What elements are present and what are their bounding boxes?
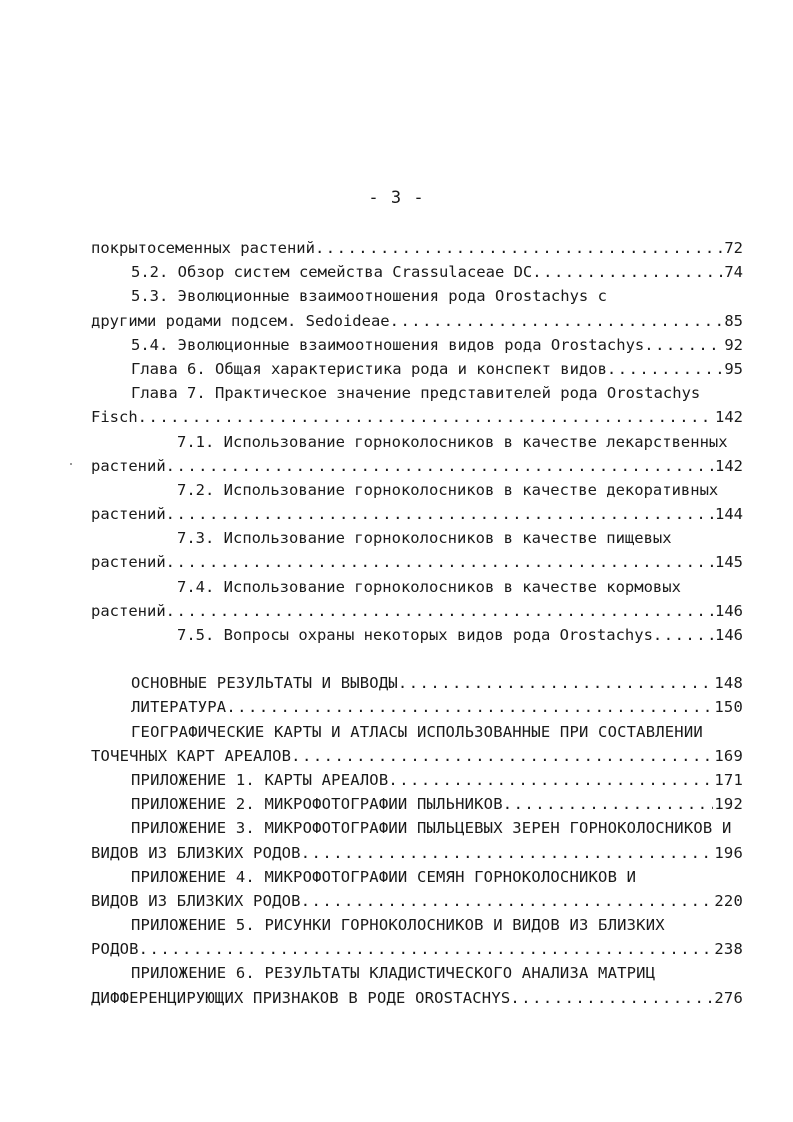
toc-entry [91, 526, 743, 550]
toc-entry-page: 192 [714, 795, 743, 814]
dot-leader [388, 768, 713, 792]
page-number: - 3 - [368, 188, 425, 208]
toc-entry-text: 5.3. Эволюционные взаимоотношения рода Orostachys с [131, 287, 607, 306]
toc-entry [91, 309, 743, 333]
table-of-contents [91, 236, 743, 1010]
toc-entry-page: 220 [714, 891, 743, 910]
toc-entry-text: 7.4. Использование горноколосников в качестве кормовых [177, 577, 681, 596]
toc-entry-text: Fisch [91, 408, 138, 427]
section-gap [91, 647, 743, 671]
toc-entry-page: 150 [714, 698, 743, 717]
toc-entry [91, 816, 743, 840]
toc-entry-text: покрытосеменных растений [91, 239, 315, 257]
dot-leader [503, 792, 714, 816]
toc-entry [91, 430, 743, 454]
toc-entry-text: ПРИЛОЖЕНИЕ 2. МИКРОФОТОГРАФИИ ПЫЛЬНИКОВ [131, 795, 503, 814]
toc-entry [91, 865, 743, 889]
toc-entry [91, 841, 743, 865]
toc-entry-page: 74 [724, 263, 743, 282]
toc-entry-text: другими родами подсем. Sedoideae [91, 311, 390, 330]
toc-entry-text: ПРИЛОЖЕНИЕ 5. РИСУНКИ ГОРНОКОЛОСНИКОВ И ВИДОВ ИЗ БЛИЗКИХ [131, 916, 665, 935]
toc-entry-text: ПРИЛОЖЕНИЕ 4. МИКРОФОТОГРАФИИ СЕМЯН ГОРНОКОЛОСНИКОВ И [131, 867, 637, 886]
toc-entry [91, 599, 743, 623]
dot-leader [398, 671, 714, 695]
dot-leader [301, 841, 714, 865]
dot-leader [510, 986, 713, 1010]
toc-entry [91, 284, 743, 308]
dot-leader [315, 236, 723, 260]
toc-entry [91, 502, 743, 526]
toc-entry-text: ГЕОГРАФИЧЕСКИЕ КАРТЫ И АТЛАСЫ ИСПОЛЬЗОВАННЫЕ ПРИ СОСТАВЛЕНИИ [131, 722, 703, 741]
toc-entry [91, 550, 743, 574]
toc-entry-text: растений [91, 553, 166, 572]
toc-entry [91, 695, 743, 719]
toc-entry-page: 142 [715, 456, 743, 475]
toc-entry-page: 145 [715, 553, 743, 572]
toc-entry [91, 454, 743, 478]
toc-entry-text: РОДОВ [91, 940, 139, 959]
dot-leader [166, 502, 714, 526]
dot-leader [166, 550, 714, 574]
toc-entry [91, 961, 743, 985]
toc-entry [91, 937, 743, 961]
toc-entry [91, 260, 743, 284]
toc-entry [91, 744, 743, 768]
toc-entry-text: 7.2. Использование горноколосников в качестве декоративных [177, 480, 719, 499]
toc-entry-text: ДИФФЕРЕНЦИРУЮЩИХ ПРИЗНАКОВ В РОДЕ OROSTACHYS [91, 988, 511, 1007]
dot-leader [138, 405, 714, 429]
dot-leader [139, 937, 714, 961]
toc-entry-page: 169 [714, 746, 743, 765]
dot-leader [301, 889, 714, 913]
dot-leader [607, 357, 723, 381]
dot-leader [390, 309, 724, 333]
toc-entry-page: 95 [724, 359, 743, 378]
toc-entry-text: растений [91, 505, 166, 524]
toc-entry [91, 357, 743, 381]
toc-entry [91, 478, 743, 502]
toc-entry-text: Глава 7. Практическое значение представителей рода Orostachys [131, 384, 701, 403]
toc-entry-text: Глава 6. Общая характеристика рода и конспект видов [131, 359, 607, 378]
toc-entry-text: 7.3. Использование горноколосников в качестве пищевых [177, 529, 672, 548]
toc-entry-text: ОСНОВНЫЕ РЕЗУЛЬТАТЫ И ВЫВОДЫ [131, 674, 398, 693]
toc-entry-page: 72 [724, 239, 743, 257]
toc-entry-text: ПРИЛОЖЕНИЕ 6. РЕЗУЛЬТАТЫ КЛАДИСТИЧЕСКОГО АНАЛИЗА МАТРИЦ [131, 964, 656, 983]
toc-entry-text: растений [91, 456, 166, 475]
toc-entry-page: 142 [715, 408, 743, 427]
dot-leader [653, 623, 714, 647]
toc-entry [91, 720, 743, 744]
toc-entry-page: 171 [714, 770, 743, 789]
toc-entry-text: ЛИТЕРАТУРА [131, 698, 227, 717]
toc-entry-page: 196 [714, 843, 743, 862]
toc-entry [91, 889, 743, 913]
dot-leader [226, 695, 713, 719]
toc-entry [91, 623, 743, 647]
toc-entry-page: 146 [715, 601, 743, 620]
toc-entry-text: 7.5. Вопросы охраны некоторых видов рода Orostachys [177, 626, 653, 644]
toc-entry-text: 5.2. Обзор систем семейства Crassulaceae DC [131, 263, 533, 282]
toc-entry [91, 671, 743, 695]
toc-entry-text: ВИДОВ ИЗ БЛИЗКИХ РОДОВ [91, 843, 301, 862]
toc-entry-text: ПРИЛОЖЕНИЕ 3. МИКРОФОТОГРАФИИ ПЫЛЬЦЕВЫХ ЗЕРЕН ГОРНОКОЛОСНИКОВ И [131, 819, 732, 838]
toc-entry-page: 276 [714, 988, 743, 1007]
toc-entry-text: ПРИЛОЖЕНИЕ 1. КАРТЫ АРЕАЛОВ [131, 770, 389, 789]
toc-entry-text: 5.4. Эволюционные взаимоотношения видов рода Orostachys [131, 335, 645, 354]
toc-entry-text: растений [91, 601, 166, 620]
toc-entry-text: ВИДОВ ИЗ БЛИЗКИХ РОДОВ [91, 891, 301, 910]
dot-leader [166, 599, 714, 623]
toc-entry [91, 986, 743, 1010]
toc-entry [91, 333, 743, 357]
toc-entry [91, 792, 743, 816]
toc-entry-text: ТОЧЕЧНЫХ КАРТ АРЕАЛОВ [91, 746, 292, 765]
toc-entry-page: 92 [724, 335, 743, 354]
toc-entry [91, 405, 743, 429]
toc-entry [91, 768, 743, 792]
toc-entry [91, 575, 743, 599]
dot-leader [166, 454, 714, 478]
toc-entry-page: 85 [724, 311, 743, 330]
toc-entry [91, 236, 743, 260]
dot-leader [291, 744, 713, 768]
toc-entry-page: 238 [714, 940, 743, 959]
toc-entry [91, 913, 743, 937]
toc-entry-text: 7.1. Использование горноколосников в качестве лекарственных [177, 432, 728, 451]
toc-entry [91, 381, 743, 405]
scan-speck [70, 463, 72, 465]
toc-entry-page: 144 [715, 505, 743, 524]
dot-leader [644, 333, 723, 357]
dot-leader [532, 260, 723, 284]
toc-entry-page: 148 [714, 674, 743, 693]
toc-entry-page: 146 [715, 626, 743, 644]
